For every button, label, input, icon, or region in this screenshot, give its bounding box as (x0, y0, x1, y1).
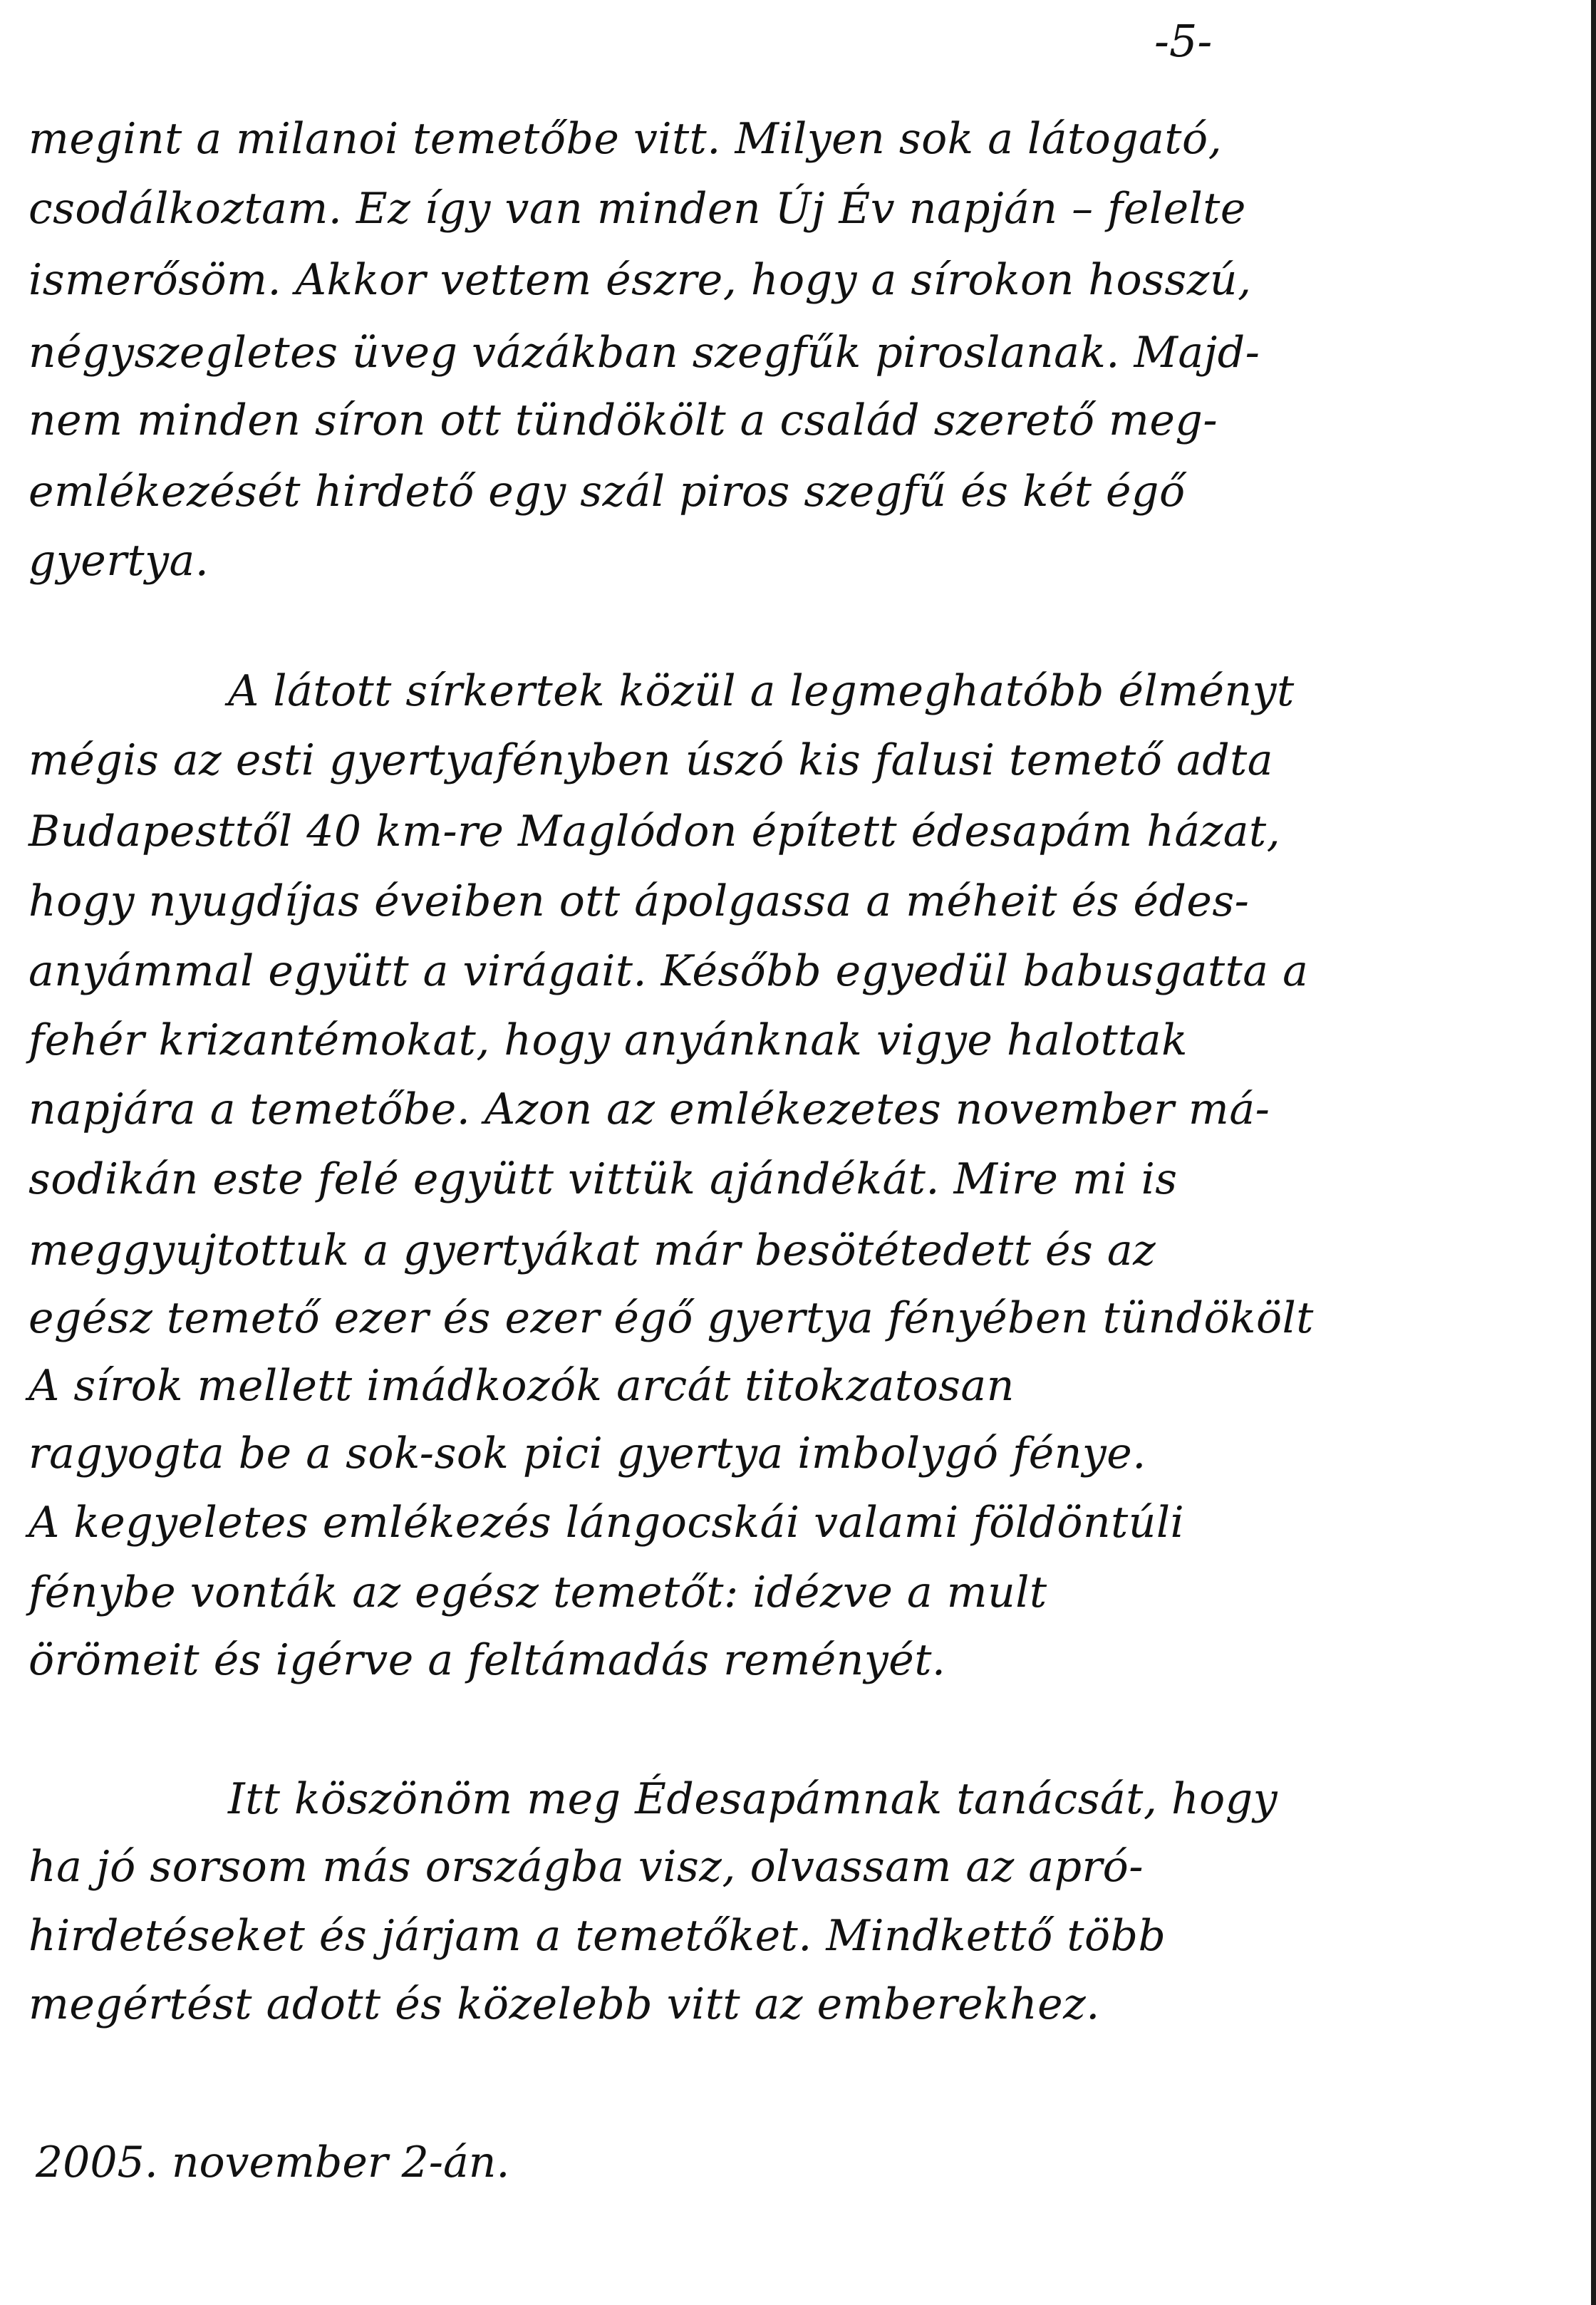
text-line: hogy nyugdíjas éveiben ott ápolgassa a méheit és édes- (28, 876, 1250, 926)
text-line: emlékezését hirdető egy szál piros szegfű és két égő (28, 467, 1186, 517)
text-line: négyszegletes üveg vázákban szegfűk piroslanak. Majd- (28, 328, 1260, 378)
text-line: Budapesttől 40 km-re Maglódon épített édesapám házat, (28, 807, 1281, 856)
date-line: 2005. november 2-án. (36, 2138, 510, 2187)
page-edge-border (1591, 0, 1596, 2305)
text-line: meggyujtottuk a gyertyákat már besötétedett és az (28, 1226, 1156, 1275)
text-line: ragyogta be a sok-sok pici gyertya imbolygó fénye. (28, 1429, 1146, 1478)
text-line: megint a milanoi temetőbe vitt. Milyen sok a látogató, (28, 114, 1223, 164)
text-line: hirdetéseket és járjam a temetőket. Mindkettő több (28, 1911, 1166, 1961)
text-line: csodálkoztam. Ez így van minden Új Év napján – felelte (28, 184, 1246, 234)
page-number: -5- (1154, 15, 1213, 67)
text-line: ismerősöm. Akkor vettem észre, hogy a sírokon hosszú, (28, 255, 1252, 305)
text-line: egész temető ezer és ezer égő gyertya fényében tündökölt (28, 1293, 1314, 1343)
text-line: A látott sírkertek közül a legmeghatóbb élményt (228, 666, 1295, 716)
text-line: gyertya. (28, 536, 209, 586)
text-line: megértést adott és közelebb vitt az emberekhez. (28, 1979, 1100, 2029)
text-line: fénybe vonták az egész temetőt: idézve a mult (28, 1568, 1047, 1617)
text-line: A sírok mellett imádkozók arcát titokzatosan (28, 1361, 1015, 1411)
text-line: nem minden síron ott tündökölt a család szerető meg- (28, 395, 1218, 445)
text-line: anyámmal együtt a virágait. Később egyedül babusgatta a (28, 946, 1309, 996)
text-line: Itt köszönöm meg Édesapámnak tanácsát, hogy (228, 1774, 1278, 1824)
text-line: fehér krizantémokat, hogy anyánknak vigye halottak (28, 1015, 1188, 1065)
text-line: sodikán este felé együtt vittük ajándékát. Mire mi is (28, 1154, 1178, 1204)
text-line: napjára a temetőbe. Azon az emlékezetes november má- (28, 1084, 1270, 1134)
text-line: A kegyeletes emlékezés lángocskái valami földöntúli (28, 1498, 1185, 1548)
text-line: ha jó sorsom más országba visz, olvassam az apró- (28, 1842, 1144, 1892)
text-line: mégis az esti gyertyafényben úszó kis falusi temető adta (28, 735, 1274, 785)
text-line: örömeit és igérve a feltámadás reményét. (28, 1635, 946, 1685)
